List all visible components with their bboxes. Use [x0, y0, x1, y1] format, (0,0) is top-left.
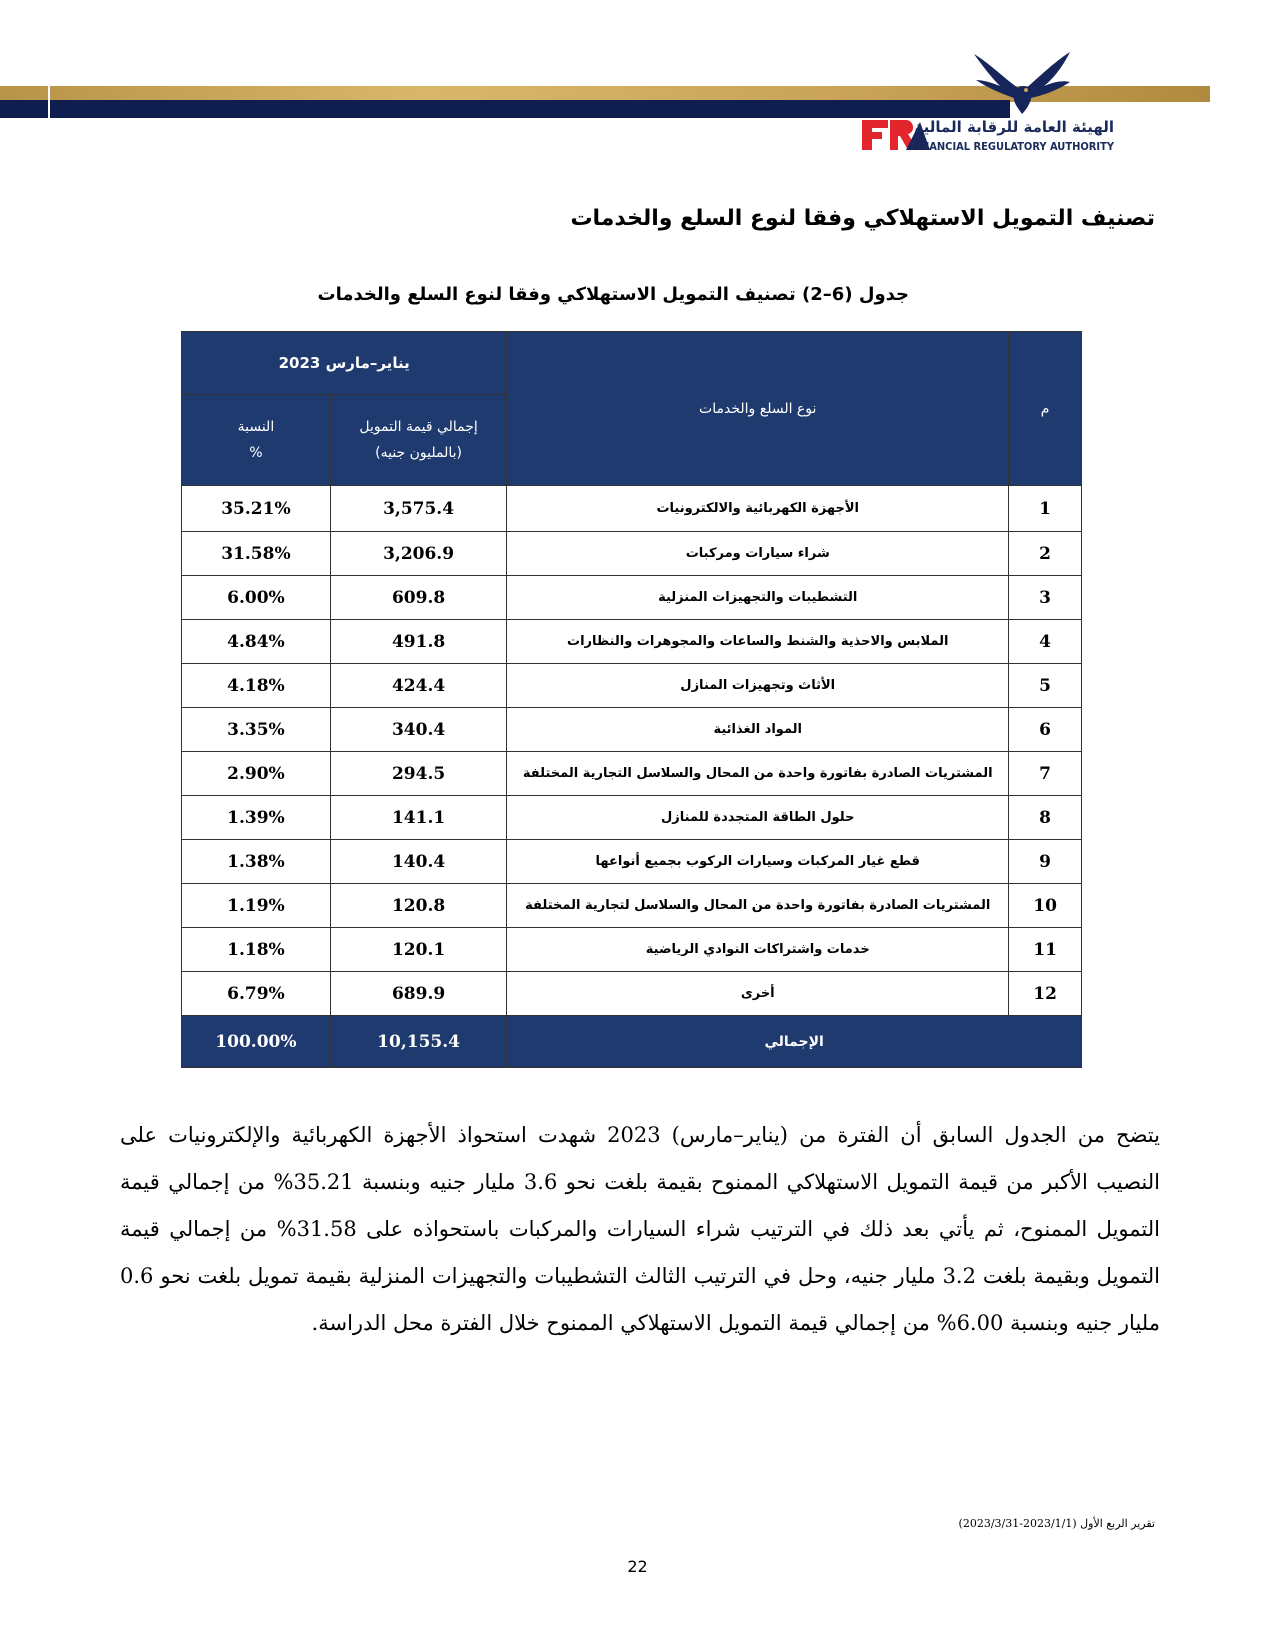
row-value: 340.4: [330, 708, 507, 752]
row-share: 3.35%: [182, 708, 331, 752]
header-type: نوع السلع والخدمات: [507, 332, 1009, 486]
table-row: [182, 620, 1082, 664]
header-divider: [48, 86, 50, 118]
fra-logo: [860, 52, 1120, 164]
header-share-line1: النسبة: [237, 419, 275, 435]
table-row: [182, 486, 1082, 532]
row-value: 3,575.4: [330, 486, 507, 532]
row-index: 3: [1009, 576, 1082, 620]
row-share: 1.19%: [182, 884, 331, 928]
header-index: م: [1009, 332, 1082, 486]
section-title: تصنيف التمويل الاستهلاكي وفقا لنوع السلع والخدمات: [570, 206, 1155, 231]
row-type: حلول الطاقة المتجددة للمنازل: [507, 796, 1009, 840]
row-type: قطع غيار المركبات وسيارات الركوب بجميع أنواعها: [507, 840, 1009, 884]
header-value-line1: إجمالي قيمة التمويل: [359, 419, 478, 435]
row-type: أخرى: [507, 972, 1009, 1016]
row-index: 10: [1009, 884, 1082, 928]
row-value: 3,206.9: [330, 532, 507, 576]
row-value: 294.5: [330, 752, 507, 796]
total-value: 10,155.4: [330, 1016, 507, 1068]
row-share: 6.79%: [182, 972, 331, 1016]
total-share: 100.00%: [182, 1016, 331, 1068]
row-share: 1.39%: [182, 796, 331, 840]
table-row: [182, 840, 1082, 884]
row-type: المواد الغذائية: [507, 708, 1009, 752]
row-share: 1.38%: [182, 840, 331, 884]
header-period: يناير–مارس 2023: [182, 332, 507, 395]
row-index: 8: [1009, 796, 1082, 840]
row-index: 7: [1009, 752, 1082, 796]
row-type: شراء سيارات ومركبات: [507, 532, 1009, 576]
header-value-line2: (بالمليون جنيه): [375, 445, 463, 461]
table-row: [182, 928, 1082, 972]
page-number: 22: [627, 1557, 648, 1576]
row-value: 609.8: [330, 576, 507, 620]
row-share: 4.84%: [182, 620, 331, 664]
row-type: الأثاث وتجهيزات المنازل: [507, 664, 1009, 708]
analysis-paragraph: يتضح من الجدول السابق أن الفترة من (يناير–مارس) 2023 شهدت استحواذ الأجهزة الكهربائية والإلكترونيات على النصيب الأكبر من قيمة التمويل الاستهلاكي الممنوح بقيمة بلغت نحو 3.6 مليار جنيه وبنسبة 35.21% من إجمالي قيمة التمويل الممنوح، ثم يأتي بعد ذلك في الترتيب شراء السيارات والمركبات باستحواذه على 31.58% من إجمالي قيمة التمويل وبقيمة بلغت 3.2 مليار جنيه، وحل في الترتيب الثالث التشطيبات والتجهيزات المنزلية بقيمة تمويل بلغت نحو 0.6 مليار جنيه وبنسبة 6.00% من إجمالي قيمة التمويل الاستهلاكي الممنوح خلال الفترة محل الدراسة.: [120, 1123, 1160, 1335]
header-navy-band: [0, 100, 1010, 118]
row-type: التشطيبات والتجهيزات المنزلية: [507, 576, 1009, 620]
row-share: 2.90%: [182, 752, 331, 796]
table-row: [182, 884, 1082, 928]
total-label: الإجمالي: [507, 1016, 1082, 1068]
header-value: [330, 395, 507, 486]
row-share: 1.18%: [182, 928, 331, 972]
header-share-line2: %: [249, 445, 263, 461]
table-row: [182, 752, 1082, 796]
row-value: 120.1: [330, 928, 507, 972]
row-value: 689.9: [330, 972, 507, 1016]
row-type: خدمات واشتراكات النوادي الرياضية: [507, 928, 1009, 972]
row-index: 2: [1009, 532, 1082, 576]
table-caption: جدول (6–2) تصنيف التمويل الاستهلاكي وفقا لنوع السلع والخدمات: [317, 284, 909, 305]
row-type: الأجهزة الكهربائية والالكترونيات: [507, 486, 1009, 532]
row-index: 12: [1009, 972, 1082, 1016]
table-row: [182, 576, 1082, 620]
row-share: 35.21%: [182, 486, 331, 532]
org-name-arabic: الهيئة العامة للرقابة المالية: [914, 118, 1114, 136]
eagle-icon: [966, 52, 1076, 116]
row-value: 120.8: [330, 884, 507, 928]
report-footer: تقرير الربع الأول (2023/1/1-2023/3/31): [958, 1517, 1155, 1530]
row-type: المشتريات الصادرة بفاتورة واحدة من المحال والسلاسل لتجارية المختلفة: [507, 884, 1009, 928]
row-value: 491.8: [330, 620, 507, 664]
row-type: الملابس والاحذية والشنط والساعات والمجوهرات والنظارات: [507, 620, 1009, 664]
row-index: 4: [1009, 620, 1082, 664]
row-share: 31.58%: [182, 532, 331, 576]
table-row: [182, 796, 1082, 840]
row-index: 5: [1009, 664, 1082, 708]
row-share: 4.18%: [182, 664, 331, 708]
org-name-english: FINANCIAL REGULATORY AUTHORITY: [910, 140, 1114, 153]
row-share: 6.00%: [182, 576, 331, 620]
row-type: المشتريات الصادرة بفاتورة واحدة من المحال والسلاسل التجارية المختلفة: [507, 752, 1009, 796]
row-index: 11: [1009, 928, 1082, 972]
table-row: [182, 972, 1082, 1016]
row-index: 6: [1009, 708, 1082, 752]
financing-table: [181, 331, 1082, 1068]
row-index: 9: [1009, 840, 1082, 884]
row-index: 1: [1009, 486, 1082, 532]
row-value: 424.4: [330, 664, 507, 708]
table-row: [182, 664, 1082, 708]
header-share: [182, 395, 331, 486]
table-row: [182, 708, 1082, 752]
row-value: 140.4: [330, 840, 507, 884]
table-row: [182, 532, 1082, 576]
row-value: 141.1: [330, 796, 507, 840]
